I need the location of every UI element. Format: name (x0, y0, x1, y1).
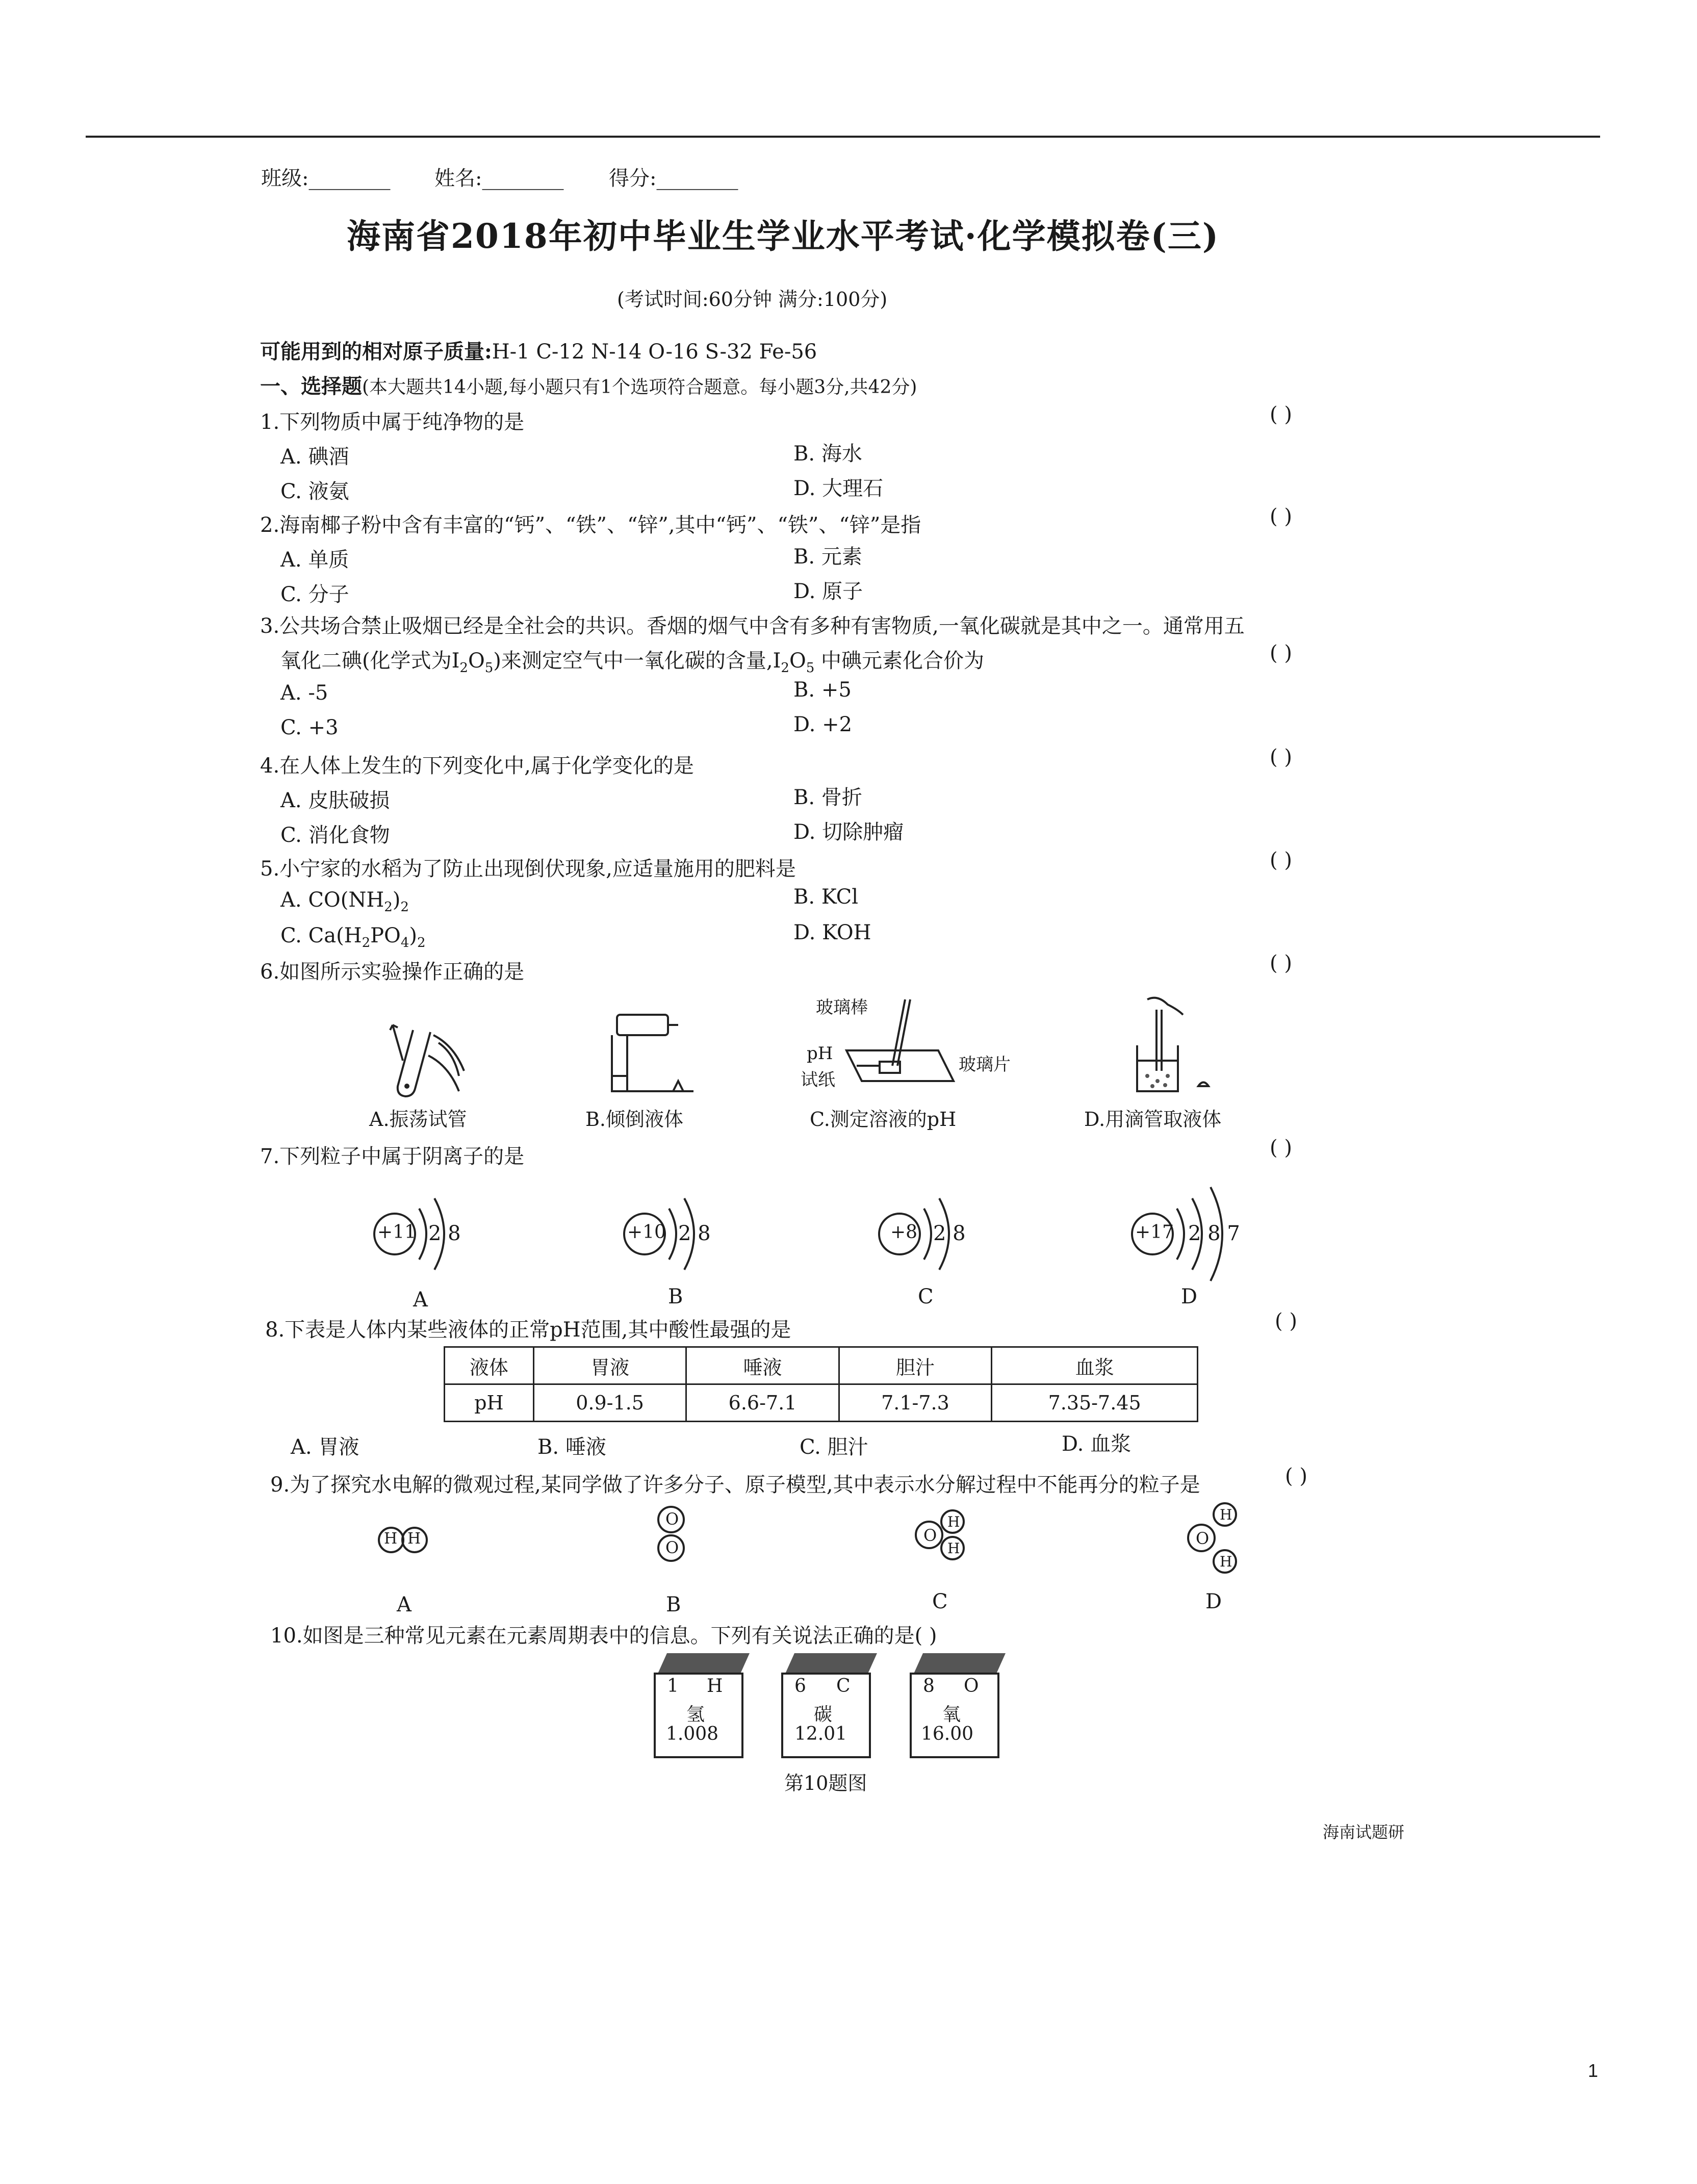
q6-rod-label: 玻璃棒 (816, 997, 868, 1018)
score-label: 得分:________ (609, 167, 738, 190)
atom-symbol: O (923, 1526, 937, 1545)
q2-option-d[interactable]: D. 原子 (793, 580, 863, 603)
element-symbol: O (964, 1676, 979, 1697)
q4-option-c[interactable]: C. 消化食物 (280, 824, 390, 847)
q5-option-a[interactable]: A. $CO(NH_2)_2$ (280, 888, 409, 915)
q3-option-c[interactable]: C. +3 (280, 716, 339, 739)
atom-symbol: O (665, 1538, 679, 1557)
shaking-test-tube-illustration (377, 1015, 479, 1107)
q7-label-c[interactable]: C (918, 1285, 934, 1308)
ph-table-cell: 液体 (445, 1347, 534, 1384)
q4-answer-paren[interactable]: ( ) (1270, 746, 1292, 769)
q1-option-c[interactable]: C. 液氨 (280, 480, 349, 503)
subtitle: (考试时间:60分钟 满分:100分) (617, 288, 888, 311)
q10-caption: 第10题图 (784, 1772, 867, 1794)
q2-stem: 2.海南椰子粉中含有丰富的“钙”、“铁”、“锌”,其中“钙”、“铁”、“锌”是指 (260, 513, 921, 537)
atom-symbol: H (1220, 1506, 1232, 1523)
q4-option-a[interactable]: A. 皮肤破损 (280, 789, 390, 812)
atom-d-electrons: 2 8 7 (1188, 1222, 1240, 1245)
q4-option-b[interactable]: B. 骨折 (793, 786, 862, 809)
atom-symbol: O (1196, 1529, 1210, 1548)
atom-symbol: H (407, 1530, 421, 1548)
oh-fragment-model (913, 1504, 974, 1565)
name-label: 姓名:________ (434, 167, 564, 190)
q9-label-d[interactable]: D (1205, 1590, 1222, 1613)
q5-option-b[interactable]: B. KCl (793, 885, 859, 909)
ph-table-header (445, 1347, 1198, 1384)
q3-stem-line1: 3.公共场合禁止吸烟已经是全社会的共识。香烟的烟气中含有多种有害物质,一氧化碳就是其中之一。通常用五 (260, 614, 1245, 638)
section1-heading: 一、选择题(本大题共14小题,每小题只有1个选项符合题意。每小题3分,共42分) (260, 374, 917, 398)
q3-stem-line2: 氧化二碘(化学式为$I_2O_5$)来测定空气中一氧化碳的含量$,I_2O_5$ 中碘元素化合价为 (280, 649, 985, 676)
q1-answer-paren[interactable]: ( ) (1270, 403, 1292, 426)
footer-source: 海南试题研 (1323, 1822, 1405, 1842)
q7-label-d[interactable]: D (1181, 1285, 1198, 1308)
q9-stem: 9.为了探究水电解的微观过程,某同学做了许多分子、原子模型,其中表示水分解过程中不能再分的粒子是 (270, 1473, 1200, 1497)
element-symbol: C (836, 1676, 851, 1697)
q1-option-b[interactable]: B. 海水 (793, 442, 862, 466)
q7-stem: 7.下列粒子中属于阴离子的是 (260, 1145, 525, 1168)
q6-stem: 6.如图所示实验操作正确的是 (260, 960, 525, 984)
ph-table-cell: 胃液 (533, 1347, 686, 1384)
q1-option-a[interactable]: A. 碘酒 (280, 445, 349, 469)
atom-a-electrons: 2 8 (428, 1222, 461, 1245)
ph-table (444, 1346, 1198, 1422)
q9-label-b[interactable]: B (666, 1593, 681, 1616)
ph-table-cell: pH (445, 1384, 534, 1422)
element-name: 碳 (814, 1704, 833, 1725)
page-title: 海南省2018年初中毕业生学业水平考试·化学模拟卷(三) (347, 216, 1220, 256)
element-mass: 1.008 (666, 1724, 719, 1744)
q9-label-c[interactable]: C (932, 1590, 948, 1613)
pouring-liquid-illustration (597, 1005, 699, 1107)
dropper-illustration (1122, 994, 1214, 1107)
q2-option-b[interactable]: B. 元素 (793, 545, 862, 569)
ph-test-illustration (836, 994, 959, 1096)
q7-label-b[interactable]: B (668, 1285, 683, 1308)
element-number: 1 (667, 1676, 679, 1697)
atom-symbol: H (947, 1513, 960, 1530)
q6-caption-d: D.用滴管取液体 (1084, 1108, 1222, 1130)
atom-d-nucleus: +17 (1135, 1222, 1174, 1243)
top-rule (86, 136, 1600, 138)
ph-table-cell: 7.1-7.3 (839, 1384, 991, 1422)
q10-stem: 10.如图是三种常见元素在元素周期表中的信息。下列有关说法正确的是( ) (270, 1624, 937, 1648)
ph-table-cell: 6.6-7.1 (686, 1384, 839, 1422)
atomic-masses: 可能用到的相对原子质量:H-1 C-12 N-14 O-16 S-32 Fe-56 (260, 340, 817, 364)
atom-c-electrons: 2 8 (933, 1222, 966, 1245)
q6-caption-c: C.测定溶液的pH (810, 1108, 957, 1130)
q3-answer-paren[interactable]: ( ) (1270, 641, 1292, 665)
element-mass: 16.00 (921, 1724, 974, 1744)
ph-table-cell: 7.35-7.45 (992, 1384, 1198, 1422)
atom-c-nucleus: +8 (890, 1222, 918, 1243)
element-number: 6 (794, 1676, 806, 1697)
atom-b-electrons: 2 8 (678, 1222, 711, 1245)
page-number: 1 (1588, 2060, 1599, 2081)
q1-stem: 1.下列物质中属于纯净物的是 (260, 410, 525, 434)
ph-table-cell: 唾液 (686, 1347, 839, 1384)
q8-option-a[interactable]: A. 胃液 (291, 1435, 359, 1459)
q6-paper-label: 试纸 (801, 1070, 835, 1090)
q8-option-d[interactable]: D. 血浆 (1062, 1432, 1132, 1456)
q8-answer-paren[interactable]: ( ) (1275, 1309, 1297, 1333)
atom-a-nucleus: +11 (377, 1222, 416, 1243)
q5-answer-paren[interactable]: ( ) (1270, 849, 1292, 872)
element-symbol: H (707, 1676, 723, 1697)
q6-ph-label: pH (807, 1043, 833, 1064)
atom-b-nucleus: +10 (627, 1222, 666, 1243)
atom-symbol: H (947, 1540, 960, 1557)
q2-option-a[interactable]: A. 单质 (280, 548, 349, 572)
q5-stem: 5.小宁家的水稻为了防止出现倒伏现象,应适量施用的肥料是 (260, 857, 796, 881)
ph-table-row (445, 1384, 1198, 1422)
ph-table-cell: 胆汁 (839, 1347, 991, 1384)
ph-table-cell: 血浆 (992, 1347, 1198, 1384)
q5-option-d[interactable]: D. KOH (793, 921, 871, 944)
class-label: 班级:________ (261, 167, 391, 190)
q9-label-a[interactable]: A (397, 1593, 412, 1616)
q6-answer-paren[interactable]: ( ) (1270, 952, 1292, 975)
q7-answer-paren[interactable]: ( ) (1270, 1136, 1292, 1160)
element-name: 氢 (686, 1704, 705, 1725)
q7-label-a[interactable]: A (413, 1288, 428, 1312)
q6-caption-b: B.倾倒液体 (585, 1108, 684, 1130)
element-number: 8 (923, 1676, 935, 1697)
atom-symbol: H (1220, 1553, 1232, 1570)
q3-option-d[interactable]: D. +2 (793, 713, 853, 736)
q1-option-d[interactable]: D. 大理石 (793, 477, 884, 500)
q3-option-a[interactable]: A. -5 (280, 681, 328, 705)
q3-option-b[interactable]: B. +5 (793, 678, 852, 702)
q6-caption-a: A.振荡试管 (369, 1108, 467, 1130)
q2-answer-paren[interactable]: ( ) (1270, 505, 1292, 528)
q4-option-d[interactable]: D. 切除肿瘤 (793, 820, 904, 844)
q6-glass-label: 玻璃片 (959, 1055, 1011, 1075)
atom-symbol: H (384, 1530, 398, 1548)
atom-symbol: O (665, 1509, 679, 1529)
ph-table-cell: 0.9-1.5 (533, 1384, 686, 1422)
element-mass: 12.01 (794, 1724, 847, 1744)
q5-option-c[interactable]: C. $Ca(H_2PO_4)_2$ (280, 924, 426, 950)
q8-option-b[interactable]: B. 唾液 (537, 1435, 606, 1459)
element-name: 氧 (942, 1704, 961, 1725)
q4-stem: 4.在人体上发生的下列变化中,属于化学变化的是 (260, 754, 694, 778)
water-molecule-model (1183, 1499, 1244, 1581)
q8-stem: 8.下表是人体内某些液体的正常pH范围,其中酸性最强的是 (265, 1318, 791, 1342)
q2-option-c[interactable]: C. 分子 (280, 583, 349, 606)
q8-option-c[interactable]: C. 胆汁 (800, 1435, 868, 1459)
q9-answer-paren[interactable]: ( ) (1285, 1464, 1307, 1488)
